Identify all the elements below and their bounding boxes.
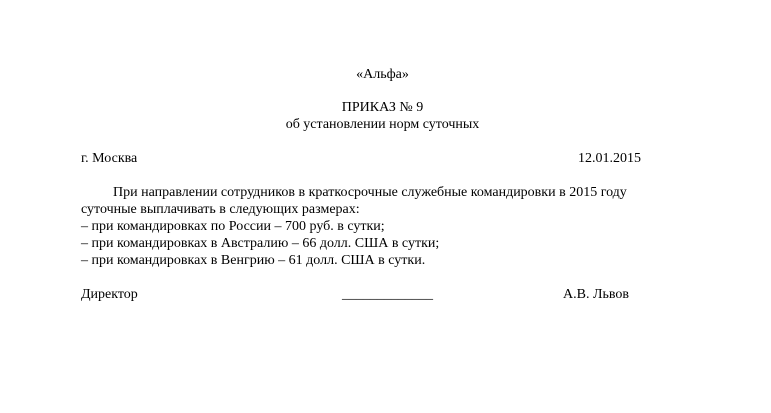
list-item-hungary: – при командировках в Венгрию – 61 долл. США в сутки. — [81, 253, 426, 268]
city: г. Москва — [81, 151, 138, 166]
list-item-australia: – при командировках в Австралию – 66 долл. США в сутки; — [81, 236, 440, 251]
order-date: 12.01.2015 — [578, 151, 641, 166]
signature-line: _____________ — [342, 287, 433, 302]
signatory-role: Директор — [81, 287, 138, 302]
body-paragraph-line-1: При направлении сотрудников в краткосрочные служебные командировки в 2015 году — [113, 185, 627, 200]
order-subtitle: об установлении норм суточных — [285, 117, 480, 132]
body-paragraph-line-2: суточные выплачивать в следующих размерах: — [81, 202, 360, 217]
list-item-russia: – при командировках по России – 700 руб. в сутки; — [81, 219, 385, 234]
order-title: ПРИКАЗ № 9 — [341, 100, 424, 115]
signatory-name: А.В. Львов — [563, 287, 629, 302]
organization-name: «Альфа» — [356, 67, 409, 82]
